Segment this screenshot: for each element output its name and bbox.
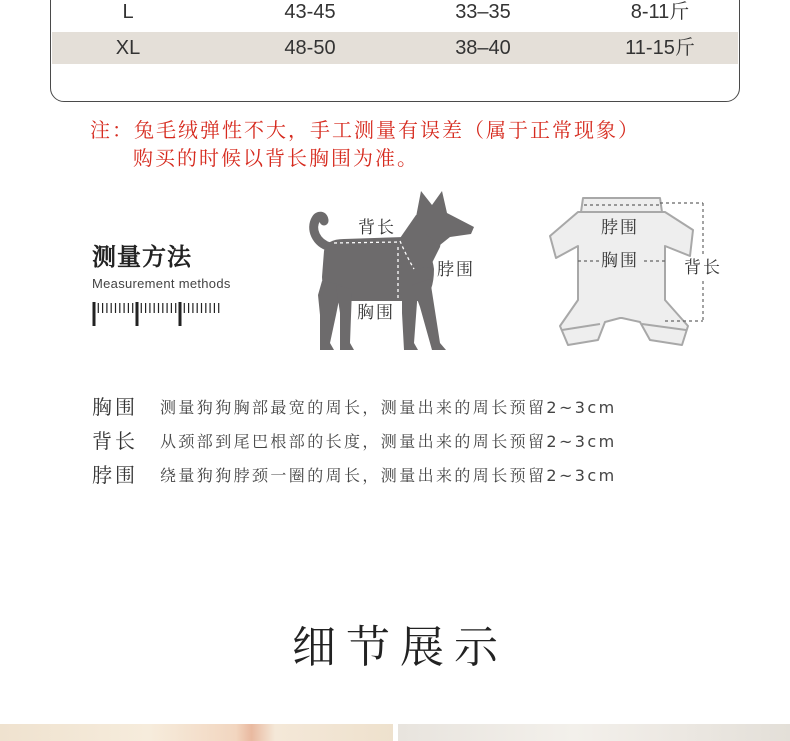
table-cell: 43-45 <box>284 1 336 23</box>
detail-heading: 细节展示 <box>292 622 508 673</box>
ruler-minor-tick <box>119 303 120 313</box>
ruler-minor-tick <box>197 303 198 313</box>
dog-front-leg <box>412 279 446 350</box>
garment-label-neck: 脖围 <box>601 218 639 238</box>
ruler-minor-tick <box>141 303 142 313</box>
ruler-minor-tick <box>184 303 185 313</box>
ruler-minor-tick <box>128 303 129 313</box>
ruler-minor-tick <box>102 303 103 313</box>
ruler-minor-tick <box>201 303 202 313</box>
note-line-1: 注：兔毛绒弹性不大，手工测量有误差（属于正常现象） <box>90 118 640 142</box>
ruler-minor-tick <box>98 303 99 313</box>
dog-label-neck: 脖围 <box>437 260 475 280</box>
ruler-minor-tick <box>158 303 159 313</box>
garment-label-chest: 胸围 <box>601 251 639 271</box>
definition-desc: 从颈部到尾巴根部的长度，测量出来的周长预留2~3cm <box>160 432 617 451</box>
ruler-minor-tick <box>115 303 116 313</box>
table-cell: 33–35 <box>455 1 511 23</box>
ruler-minor-tick <box>205 303 206 313</box>
ruler-minor-tick <box>167 303 168 313</box>
dog-label-back-length: 背长 <box>358 218 396 238</box>
ruler-minor-tick <box>188 303 189 313</box>
ruler-major-tick <box>93 302 96 326</box>
detail-photo-left <box>0 724 393 741</box>
definition-term: 脖围 <box>92 463 138 487</box>
table-cell-weight: 11-15斤 <box>625 37 695 59</box>
ruler-minor-tick <box>106 303 107 313</box>
ruler-minor-tick <box>171 303 172 313</box>
table-cell-size: L <box>122 1 134 23</box>
ruler-minor-tick <box>162 303 163 313</box>
note-line-2: 购买的时候以背长胸围为准。 <box>133 146 419 170</box>
definition-desc: 测量狗狗胸部最宽的周长，测量出来的周长预留2~3cm <box>160 398 617 417</box>
ruler-minor-tick <box>175 303 176 313</box>
ruler-minor-tick <box>145 303 146 313</box>
measurement-subtitle: Measurement methods <box>92 276 231 291</box>
ruler-minor-tick <box>214 303 215 313</box>
ruler-minor-tick <box>192 303 193 313</box>
ruler-major-tick <box>179 302 182 326</box>
detail-photo-right <box>398 724 790 741</box>
dog-back-leg <box>336 285 354 350</box>
ruler-minor-tick <box>210 303 211 313</box>
ruler-minor-tick <box>111 303 112 313</box>
dog-front-leg <box>402 289 418 350</box>
definition-term: 背长 <box>92 429 138 453</box>
ruler-icon <box>90 298 222 328</box>
table-cell: 48-50 <box>284 37 336 59</box>
ruler-minor-tick <box>124 303 125 313</box>
ruler-minor-tick <box>149 303 150 313</box>
definition-term: 胸围 <box>92 395 138 419</box>
measurement-title: 测量方法 <box>92 243 192 271</box>
definition-desc: 绕量狗狗脖颈一圈的周长，测量出来的周长预留2~3cm <box>160 466 617 485</box>
ruler-minor-tick <box>132 303 133 313</box>
dog-label-chest: 胸围 <box>357 303 395 323</box>
ruler-major-tick <box>136 302 139 326</box>
table-row <box>52 0 738 27</box>
ruler-minor-tick <box>218 303 219 313</box>
table-cell-weight: 8-11斤 <box>630 1 690 23</box>
ruler-minor-tick <box>154 303 155 313</box>
dog-tail <box>314 216 330 247</box>
table-cell-size: XL <box>115 37 141 59</box>
garment-label-back-length: 背长 <box>684 258 722 278</box>
table-row <box>52 32 738 64</box>
table-cell: 38–40 <box>455 37 511 59</box>
